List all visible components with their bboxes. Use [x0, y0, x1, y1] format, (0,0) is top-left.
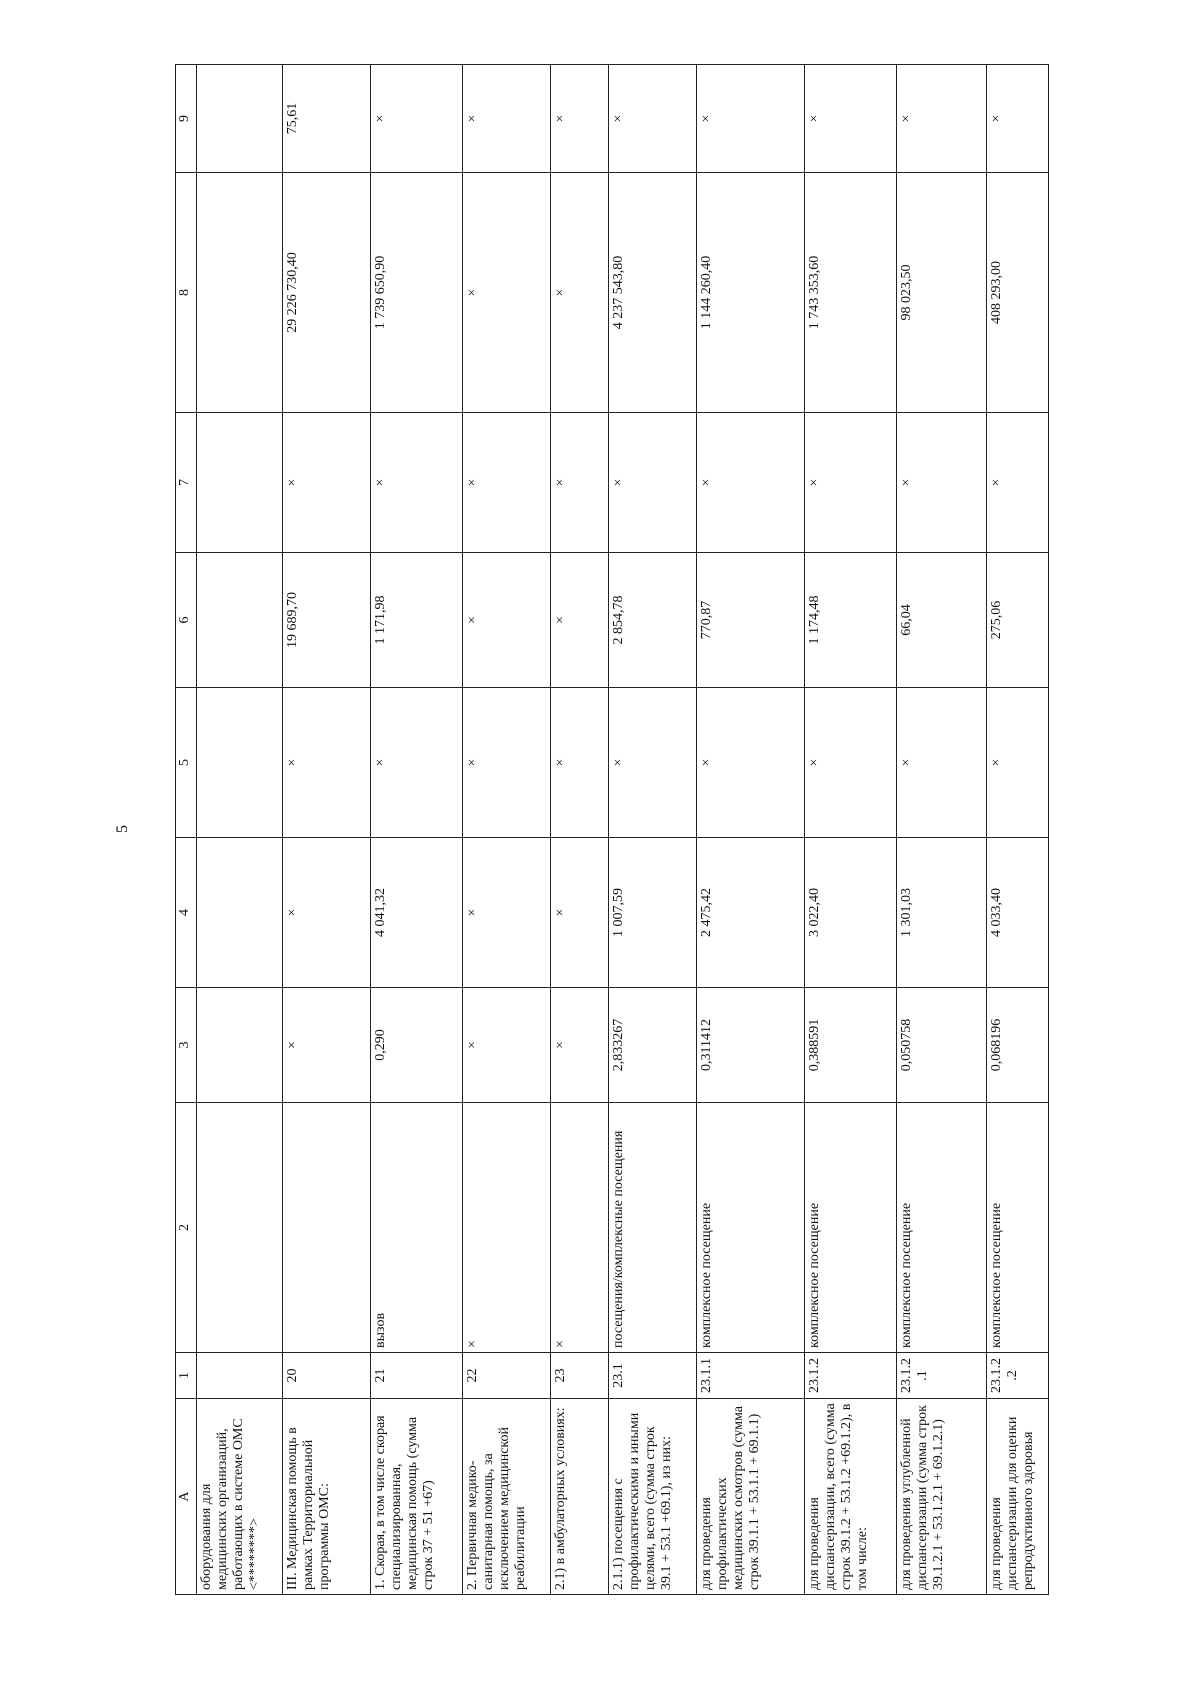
value-cell: × [551, 988, 609, 1103]
value-cell: × [463, 688, 551, 838]
table-row [551, 65, 609, 1595]
row-label: 2. Первичная медико-санитарная помощь, за исключением медицинской реабилитации [463, 1399, 551, 1595]
table-row [987, 65, 1049, 1595]
value-cell: 29 226 730,40 [283, 173, 371, 413]
value-cell: 1 171,98 [371, 553, 463, 688]
unit-cell: комплексное посещение [897, 1103, 987, 1353]
unit-cell [283, 1103, 371, 1353]
value-cell: 75,61 [283, 65, 371, 173]
table-row [463, 65, 551, 1595]
value-cell: × [987, 413, 1049, 553]
unit-cell: × [551, 1103, 609, 1353]
value-cell: × [463, 988, 551, 1103]
value-cell: × [283, 688, 371, 838]
value-cell [197, 173, 283, 413]
value-cell: × [283, 413, 371, 553]
row-label: для проведения диспансеризации для оценки репродуктивного здоровья [987, 1399, 1049, 1595]
page-number: 5 [114, 825, 131, 833]
column-header: 7 [176, 413, 197, 553]
column-header: 1 [176, 1353, 197, 1399]
rotated-table-container [175, 65, 1035, 1595]
row-code: 22 [463, 1353, 551, 1399]
value-cell: 98 023,50 [897, 173, 987, 413]
table-row [283, 65, 371, 1595]
row-code: 23.1.2.2 [987, 1353, 1049, 1399]
value-cell: 4 033,40 [987, 838, 1049, 988]
value-cell: 1 144 260,40 [697, 173, 805, 413]
value-cell: 1 301,03 [897, 838, 987, 988]
row-code: 23 [551, 1353, 609, 1399]
unit-cell: посещения/комплексные посещения [609, 1103, 697, 1353]
column-header: 3 [176, 988, 197, 1103]
value-cell: 770,87 [697, 553, 805, 688]
value-cell: × [987, 688, 1049, 838]
row-code [197, 1353, 283, 1399]
value-cell: × [805, 65, 897, 173]
value-cell [197, 688, 283, 838]
value-cell: × [697, 688, 805, 838]
value-cell: 0,068196 [987, 988, 1049, 1103]
value-cell: 19 689,70 [283, 553, 371, 688]
row-label: III. Медицинская помощь в рамках Территориальной программы ОМС: [283, 1399, 371, 1595]
value-cell: 408 293,00 [987, 173, 1049, 413]
value-cell: 4 041,32 [371, 838, 463, 988]
value-cell: × [551, 838, 609, 988]
row-label: для проведения углубленной диспансеризации (сумма строк 39.1.2.1 + 53.1.2.1 + 69.1.2.1) [897, 1399, 987, 1595]
row-label: 1. Скорая, в том числе скорая специализированная, медицинская помощь (сумма строк 37 + 51 +67) [371, 1399, 463, 1595]
value-cell: × [371, 413, 463, 553]
header-row [176, 65, 197, 1595]
value-cell: 4 237 543,80 [609, 173, 697, 413]
value-cell: × [463, 838, 551, 988]
value-cell: × [551, 688, 609, 838]
value-cell: 2,833267 [609, 988, 697, 1103]
row-code: 23.1.2 [805, 1353, 897, 1399]
value-cell: 1 743 353,60 [805, 173, 897, 413]
column-header: 5 [176, 688, 197, 838]
column-header: 8 [176, 173, 197, 413]
value-cell: 66,04 [897, 553, 987, 688]
column-header: 9 [176, 65, 197, 173]
column-header: 6 [176, 553, 197, 688]
row-label: для проведения профилактических медицинских осмотров (сумма строк 39.1.1 + 53.1.1 + 69.1.1) [697, 1399, 805, 1595]
value-cell: × [463, 65, 551, 173]
value-cell: 2 475,42 [697, 838, 805, 988]
value-cell: × [463, 413, 551, 553]
value-cell: 0,050758 [897, 988, 987, 1103]
value-cell: 3 022,40 [805, 838, 897, 988]
value-cell: × [283, 988, 371, 1103]
row-code: 23.1.2.1 [897, 1353, 987, 1399]
value-cell: × [371, 688, 463, 838]
value-cell: 0,290 [371, 988, 463, 1103]
unit-cell: вызов [371, 1103, 463, 1353]
data-table [175, 64, 1049, 1595]
value-cell: × [551, 65, 609, 173]
table-row [197, 65, 283, 1595]
unit-cell [197, 1103, 283, 1353]
value-cell: 0,388591 [805, 988, 897, 1103]
table-row [897, 65, 987, 1595]
table-row [697, 65, 805, 1595]
value-cell: × [805, 688, 897, 838]
table-row [805, 65, 897, 1595]
row-label: 2.1) в амбулаторных условиях: [551, 1399, 609, 1595]
value-cell: × [463, 553, 551, 688]
value-cell: × [551, 413, 609, 553]
column-header: 4 [176, 838, 197, 988]
value-cell: × [609, 65, 697, 173]
value-cell [197, 553, 283, 688]
table-row [371, 65, 463, 1595]
value-cell: × [987, 65, 1049, 173]
value-cell: × [551, 173, 609, 413]
value-cell: × [371, 65, 463, 173]
value-cell [197, 838, 283, 988]
unit-cell: × [463, 1103, 551, 1353]
value-cell [197, 413, 283, 553]
value-cell: × [697, 65, 805, 173]
value-cell: 1 739 650,90 [371, 173, 463, 413]
value-cell: × [609, 688, 697, 838]
row-label: для проведения диспансеризации, всего (сумма строк 39.1.2 + 53.1.2 +69.1.2), в том числе: [805, 1399, 897, 1595]
value-cell: 0,311412 [697, 988, 805, 1103]
value-cell [197, 988, 283, 1103]
unit-cell: комплексное посещение [697, 1103, 805, 1353]
value-cell: × [897, 413, 987, 553]
value-cell: × [283, 838, 371, 988]
value-cell: × [609, 413, 697, 553]
unit-cell: комплексное посещение [805, 1103, 897, 1353]
value-cell: 1 174,48 [805, 553, 897, 688]
value-cell: × [897, 65, 987, 173]
row-code: 23.1 [609, 1353, 697, 1399]
value-cell: 275,06 [987, 553, 1049, 688]
column-header: A [176, 1399, 197, 1595]
value-cell: × [805, 413, 897, 553]
row-code: 23.1.1 [697, 1353, 805, 1399]
unit-cell: комплексное посещение [987, 1103, 1049, 1353]
column-header: 2 [176, 1103, 197, 1353]
value-cell: 1 007,59 [609, 838, 697, 988]
table-row [609, 65, 697, 1595]
row-code: 21 [371, 1353, 463, 1399]
value-cell: 2 854,78 [609, 553, 697, 688]
value-cell [197, 65, 283, 173]
value-cell: × [897, 688, 987, 838]
row-label: оборудования для медицинских организаций, работающих в системе ОМС <********> [197, 1399, 283, 1595]
value-cell: × [551, 553, 609, 688]
row-label: 2.1.1) посещения с профилактическими и иными целями, всего (сумма строк 39.1 + 53.1 +69.1), из них: [609, 1399, 697, 1595]
value-cell: × [463, 173, 551, 413]
value-cell: × [697, 413, 805, 553]
row-code: 20 [283, 1353, 371, 1399]
